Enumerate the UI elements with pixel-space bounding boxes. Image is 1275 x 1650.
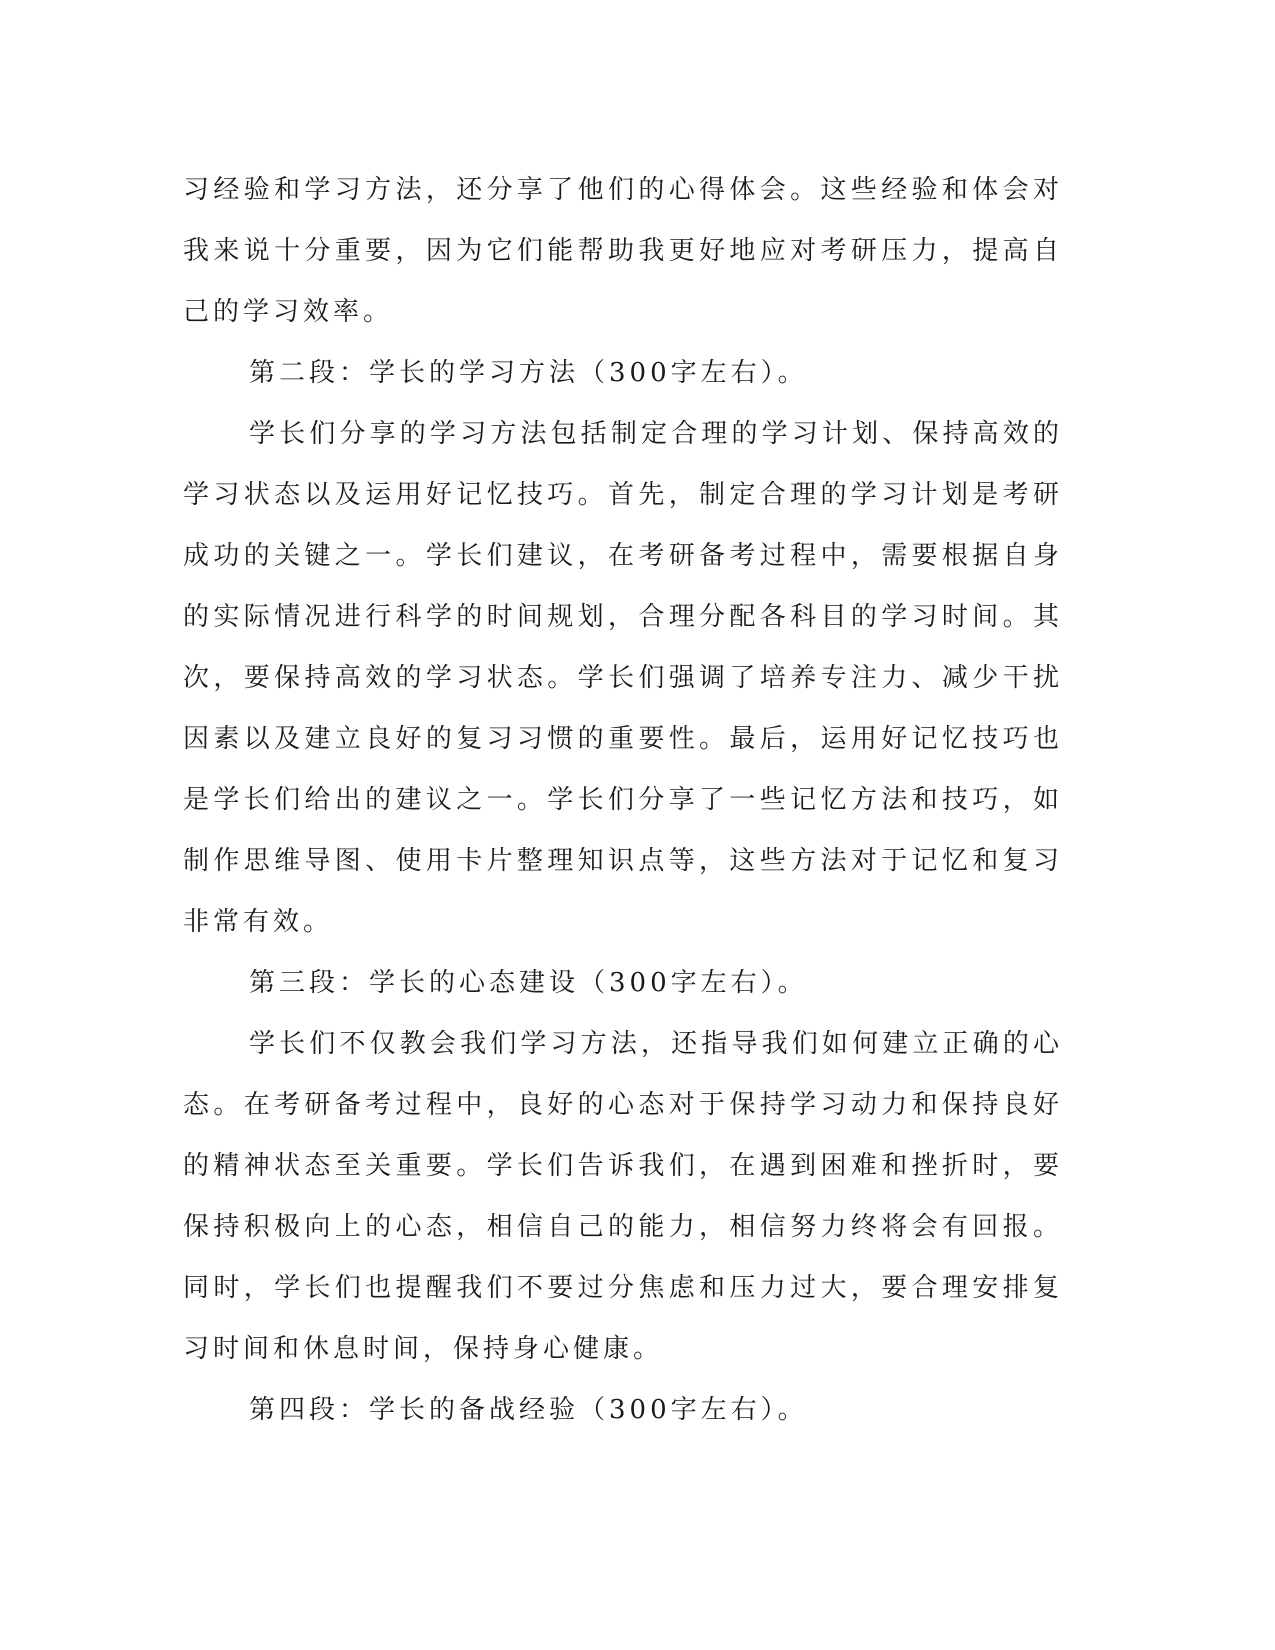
section-heading-3: 第三段：学长的心态建设（300字左右）。 bbox=[249, 968, 808, 998]
section-heading-2: 第二段：学长的学习方法（300字左右）。 bbox=[249, 358, 808, 388]
paragraph-mindset: 学长们不仅教会我们学习方法，还指导我们如何建立正确的心态。在考研备考过程中，良好的心态对于保持学习动力和保持良好的精神状态至关重要。学长们告诉我们，在遇到困难和挫折时，要保持积极向上的心态，相信自己的能力，相信努力终将会有回报。同时，学长们也提醒我们不要过分焦虑和压力过大，要合理安排复习时间和休息时间，保持身心健康。 bbox=[183, 1029, 1063, 1364]
paragraph-study-methods: 学长们分享的学习方法包括制定合理的学习计划、保持高效的学习状态以及运用好记忆技巧。首先，制定合理的学习计划是考研成功的关键之一。学长们建议，在考研备考过程中，需要根据自身的实际情况进行科学的时间规划，合理分配各科目的学习时间。其次，要保持高效的学习状态。学长们强调了培养专注力、减少干扰因素以及建立良好的复习习惯的重要性。最后，运用好记忆技巧也是学长们给出的建议之一。学长们分享了一些记忆方法和技巧，如制作思维导图、使用卡片整理知识点等，这些方法对于记忆和复习非常有效。 bbox=[183, 419, 1063, 937]
paragraph-continuation: 习经验和学习方法，还分享了他们的心得体会。这些经验和体会对我来说十分重要，因为它们能帮助我更好地应对考研压力，提高自己的学习效率。 bbox=[183, 175, 1063, 327]
document-body bbox=[183, 160, 1063, 1441]
section-heading-4: 第四段：学长的备战经验（300字左右）。 bbox=[249, 1395, 808, 1425]
